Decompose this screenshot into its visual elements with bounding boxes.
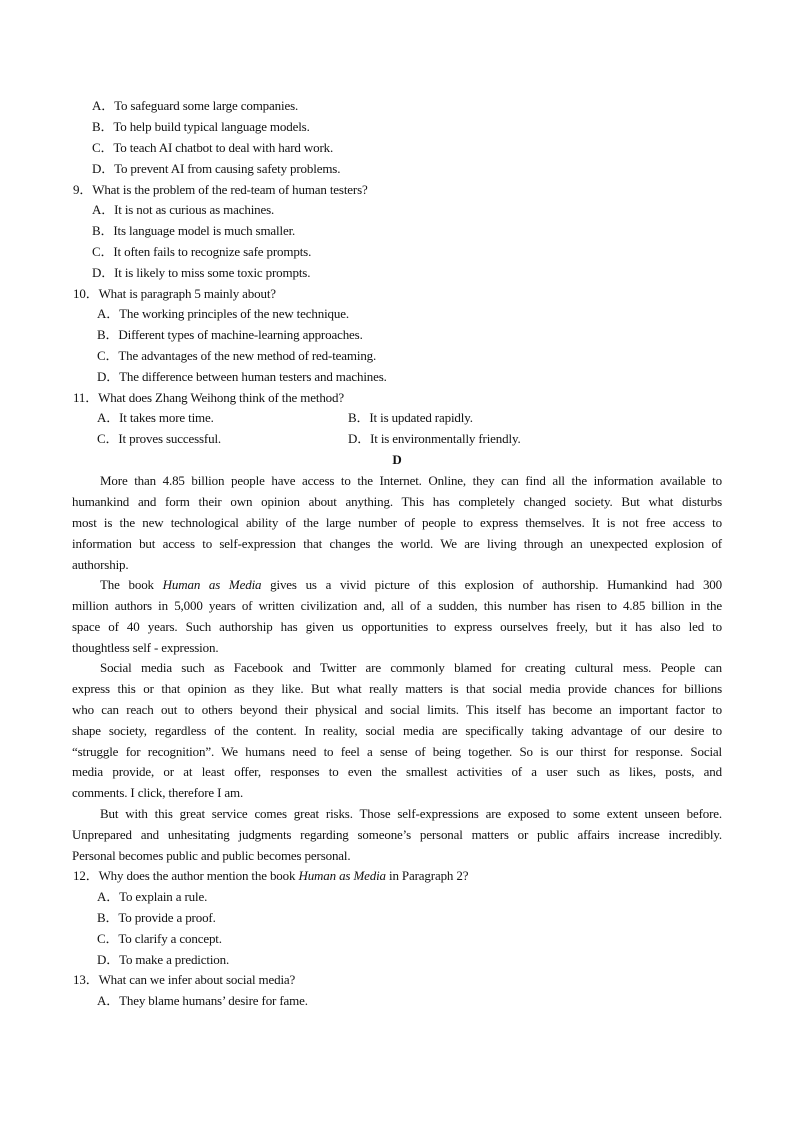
q13-stem [73, 972, 295, 988]
text-run: gives us a vivid picture of this explosion of authorship. Humankind had 300 [261, 577, 722, 592]
option-text: To safeguard some large companies. [114, 98, 299, 113]
option-text: It is environmentally friendly. [370, 431, 521, 446]
question-text: Why does the author mention the book [98, 868, 299, 883]
option-label: C． [97, 348, 119, 363]
option-label: B． [92, 119, 114, 134]
q9-option-a [92, 202, 274, 218]
p2-line: million authors in 5,000 years of written civilization and, all of a sudden, this number has risen to 4.85 billion in the [72, 598, 722, 613]
q11-option-d [348, 431, 521, 447]
q8-option-a [92, 98, 298, 114]
book-title: Human as Media [298, 868, 386, 883]
q10-option-d [97, 369, 387, 385]
text-run: The book [100, 577, 163, 592]
q12-option-c [97, 931, 222, 947]
p3-line: media provide, or at least offer, responses to even the smallest activities of a user such as likes, posts, and [72, 764, 722, 779]
question-number: 10． [73, 286, 99, 301]
p2-line: space of 40 years. Such authorship has given us opportunities to express ourselves freely, but it has also led to [72, 619, 722, 634]
p1-line: humankind and form their own opinion about anything. This has completely changed society. But what disturbs [72, 494, 722, 509]
p3-line: comments. I click, therefore I am. [72, 785, 244, 800]
question-text: What is paragraph 5 mainly about? [98, 286, 276, 301]
q8-option-d [92, 161, 340, 177]
q12-option-d [97, 952, 229, 968]
p1-line: information but access to self-expression that changes the world. We are living through an unexpected explosion of [72, 536, 722, 551]
option-text: It is likely to miss some toxic prompts. [114, 265, 311, 280]
passage-heading: D [392, 452, 402, 467]
option-label: A． [97, 410, 120, 425]
q12-stem [73, 868, 468, 884]
q13-option-a [97, 993, 308, 1009]
p1-line: most is the new technological ability of the large number of people to express themselves. It is not free access to [72, 515, 722, 530]
option-label: A． [92, 98, 115, 113]
option-label: D． [97, 369, 120, 384]
option-text: The working principles of the new technique. [119, 306, 349, 321]
p3-line: shape society, regardless of the content. In reality, social media are specifically taking advantage of our desire to [72, 723, 722, 738]
option-text: It takes more time. [119, 410, 214, 425]
option-label: B． [348, 410, 370, 425]
question-text: What can we infer about social media? [98, 972, 296, 987]
option-label: D． [348, 431, 371, 446]
question-number: 13． [73, 972, 99, 987]
option-text: To clarify a concept. [118, 931, 222, 946]
option-label: B． [97, 327, 119, 342]
option-label: A． [97, 889, 120, 904]
option-label: A． [92, 202, 115, 217]
q9-option-c [92, 244, 311, 260]
question-number: 9． [73, 182, 93, 197]
option-label: B． [92, 223, 114, 238]
question-number: 11． [73, 390, 99, 405]
option-text: To teach AI chatbot to deal with hard work. [113, 140, 334, 155]
option-text: It proves successful. [118, 431, 222, 446]
q9-option-d [92, 265, 310, 281]
option-text: Different types of machine-learning approaches. [118, 327, 363, 342]
q8-option-b [92, 119, 310, 135]
p4-line: But with this great service comes great risks. Those self-expressions are exposed to some extent unseen before. [100, 806, 722, 821]
option-text: To provide a proof. [118, 910, 216, 925]
option-label: D． [92, 265, 115, 280]
question-number: 12． [73, 868, 99, 883]
q11-option-a [97, 410, 214, 426]
q11-stem [73, 390, 344, 406]
option-label: A． [97, 993, 120, 1008]
question-text: What is the problem of the red-team of human testers? [92, 182, 368, 197]
option-text: To prevent AI from causing safety problems. [114, 161, 341, 176]
q12-option-b [97, 910, 216, 926]
option-text: To help build typical language models. [113, 119, 310, 134]
question-text: in Paragraph 2? [385, 868, 469, 883]
option-text: It often fails to recognize safe prompts. [113, 244, 312, 259]
question-text: What does Zhang Weihong think of the method? [98, 390, 344, 405]
q10-option-c [97, 348, 376, 364]
option-text: It is not as curious as machines. [114, 202, 275, 217]
q10-stem [73, 286, 276, 302]
option-text: To explain a rule. [119, 889, 208, 904]
option-text: The advantages of the new method of red-teaming. [118, 348, 377, 363]
option-label: D． [97, 952, 120, 967]
option-text: They blame humans’ desire for fame. [119, 993, 308, 1008]
option-label: C． [92, 140, 114, 155]
p3-line: express this or that opinion as they like. But what really matters is that social media provide chances for billions [72, 681, 722, 696]
q12-option-a [97, 889, 207, 905]
option-text: It is updated rapidly. [369, 410, 473, 425]
book-title: Human as Media [162, 577, 262, 592]
option-label: C． [97, 931, 119, 946]
q10-option-b [97, 327, 363, 343]
p2-line [100, 577, 722, 593]
p1-line: More than 4.85 billion people have access to the Internet. Online, they can find all the information available to [100, 473, 722, 488]
p1-line: authorship. [72, 557, 129, 572]
p4-line: Unprepared and unhesitating judgments regarding someone’s personal matters or public affairs increase incredibly. [72, 827, 722, 842]
p4-line: Personal becomes public and public becomes personal. [72, 848, 351, 863]
option-label: A． [97, 306, 120, 321]
option-label: C． [92, 244, 114, 259]
option-label: C． [97, 431, 119, 446]
p3-line: Social media such as Facebook and Twitter are commonly blamed for creating cultural mess. People can [100, 660, 722, 675]
option-text: To make a prediction. [119, 952, 230, 967]
q9-option-b [92, 223, 295, 239]
q11-option-b [348, 410, 473, 426]
q11-option-c [97, 431, 221, 447]
option-label: D． [92, 161, 115, 176]
option-text: The difference between human testers and machines. [119, 369, 387, 384]
p2-line: thoughtless self - expression. [72, 640, 219, 655]
q10-option-a [97, 306, 349, 322]
p3-line: “struggle for recognition”. We humans need to feel a sense of being together. So is our thirst for response. Social [72, 744, 722, 759]
option-label: B． [97, 910, 119, 925]
option-text: Its language model is much smaller. [113, 223, 296, 238]
p3-line: who can reach out to others beyond their physical and social limits. This itself has become an important factor to [72, 702, 722, 717]
q8-option-c [92, 140, 333, 156]
q9-stem [73, 182, 368, 198]
